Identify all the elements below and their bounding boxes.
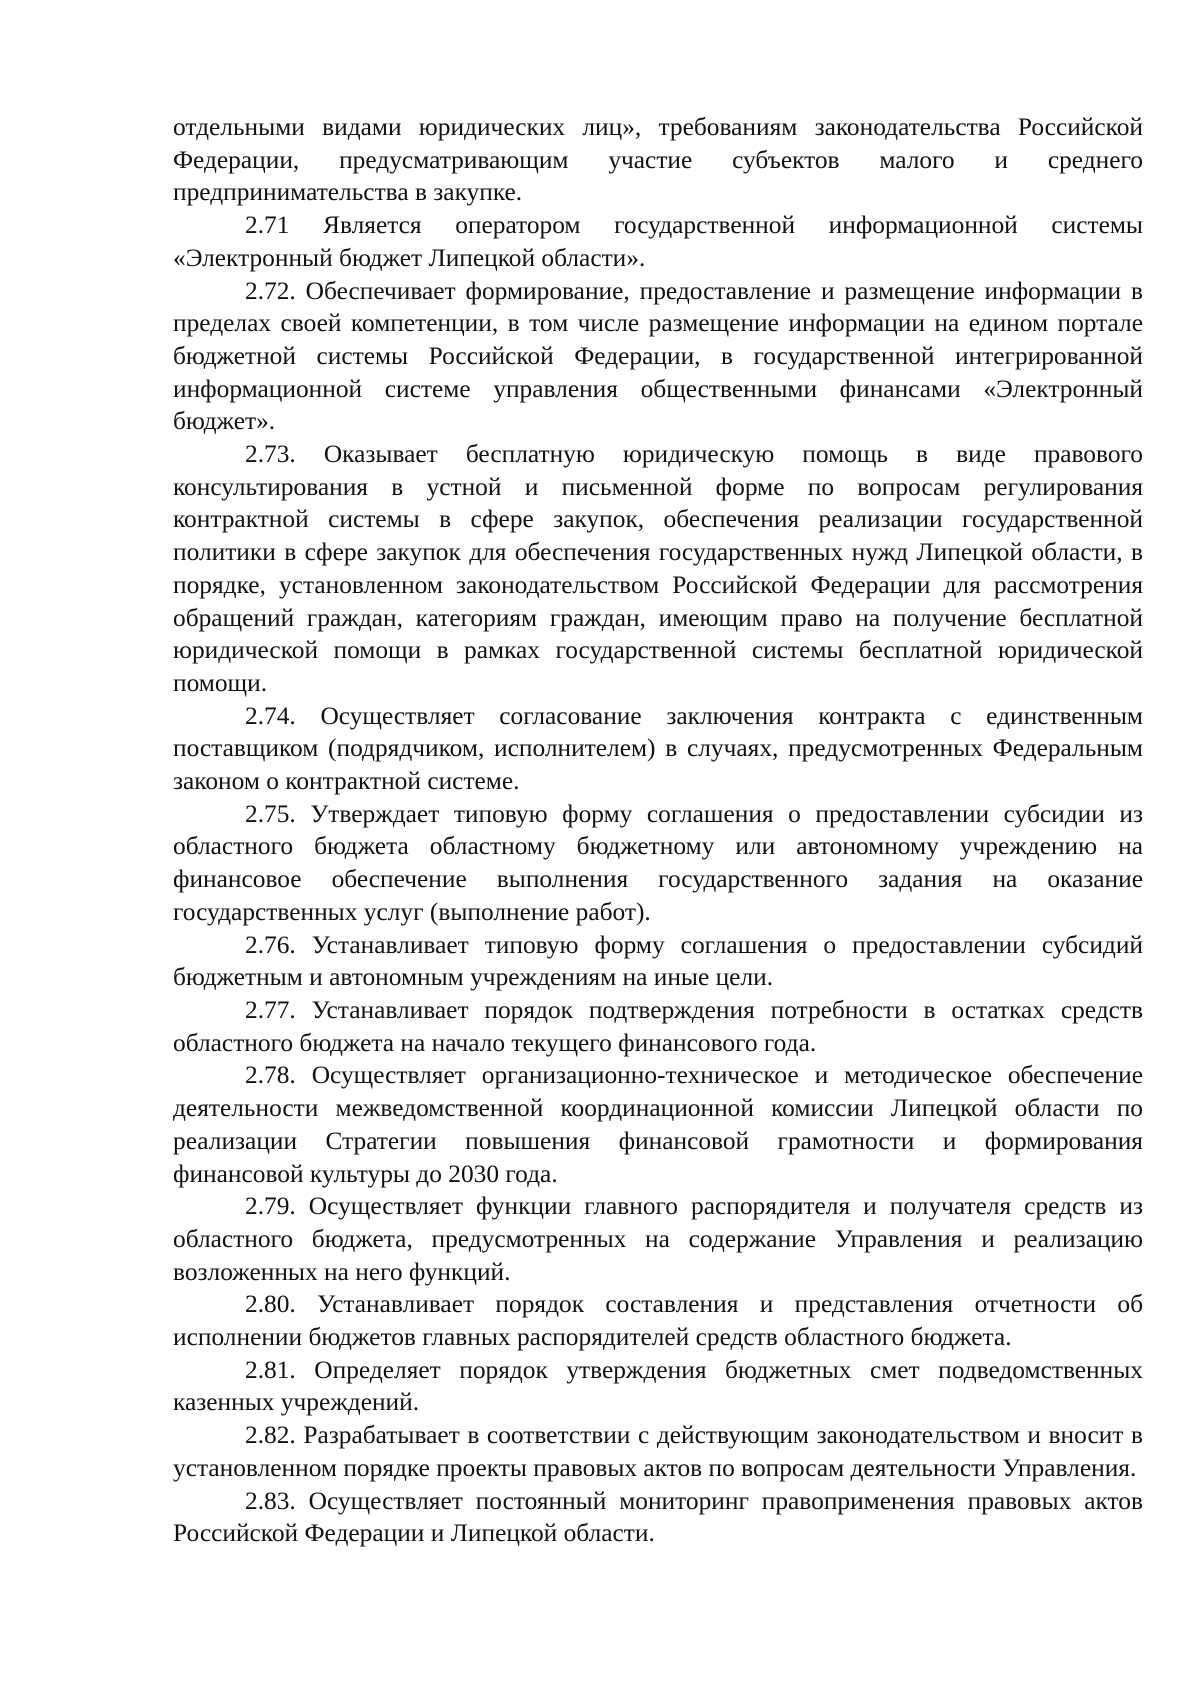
paragraph-2-78: 2.78. Осуществляет организационно-техническое и методическое обеспечение деятельности межведомственной координационной комиссии Липецкой области по реализации Стратегии повышения финансовой грамотности и формирования финансовой культуры до 2030 года.: [173, 1061, 1143, 1188]
document-body: [173, 111, 1143, 1550]
paragraph-2-74: 2.74. Осуществляет согласование заключения контракта с единственным поставщиком (подрядчиком, исполнителем) в случаях, предусмотренных Федеральным законом о контрактной системе.: [173, 701, 1143, 796]
paragraph-2-83: 2.83. Осуществляет постоянный мониторинг правоприменения правовых актов Российской Федерации и Липецкой области.: [173, 1486, 1143, 1548]
paragraph-2-79: 2.79. Осуществляет функции главного распорядителя и получателя средств из областного бюджета, предусмотренных на содержание Управления и реализацию возложенных на него функций.: [173, 1192, 1143, 1286]
paragraph-2-82: 2.82. Разрабатывает в соответствии с действующим законодательством и вносит в установленном порядке проекты правовых актов по вопросам деятельности Управления.: [173, 1421, 1143, 1482]
paragraph-continuation: отдельными видами юридических лиц», требованиям законодательства Российской Федерации, предусматривающим участие субъектов малого и среднего предпринимательства в закупке.: [173, 113, 1143, 207]
paragraph-2-75: 2.75. Утверждает типовую форму соглашения о предоставлении субсидии из областного бюджета областному бюджетному или автономному учреждению на финансовое обеспечение выполнения государственного задания на оказание государственных услуг (выполнение работ).: [173, 799, 1143, 926]
paragraph-2-71: 2.71 Является оператором государственной информационной системы «Электронный бюджет Липецкой области».: [173, 211, 1143, 272]
paragraph-2-81: 2.81. Определяет порядок утверждения бюджетных смет подведомственных казенных учреждений.: [173, 1355, 1143, 1417]
paragraph-2-80: 2.80. Устанавливает порядок составления и представления отчетности об исполнении бюджетов главных распорядителей средств областного бюджета.: [173, 1290, 1143, 1352]
paragraph-2-73: 2.73. Оказывает бесплатную юридическую помощь в виде правового консультирования в устной и письменной форме по вопросам регулирования контрактной системы в сфере закупок, обеспечения реализации государственной политики в сфере закупок для обеспечения государственных нужд Липецкой области, в порядке, установленном законодательством Российской Федерации для рассмотрения обращений граждан, категориям граждан, имеющим право на получение бесплатной юридической помощи в рамках государственной системы бесплатной юридической помощи.: [173, 440, 1143, 697]
paragraph-2-77: 2.77. Устанавливает порядок подтверждения потребности в остатках средств областного бюджета на начало текущего финансового года.: [173, 995, 1143, 1057]
paragraph-2-72: 2.72. Обеспечивает формирование, предоставление и размещение информации в пределах своей компетенции, в том числе размещение информации на едином портале бюджетной системы Российской Федерации, в государственной интегрированной информационной системе управления общественными финансами «Электронный бюджет».: [173, 276, 1143, 436]
paragraph-2-76: 2.76. Устанавливает типовую форму соглашения о предоставлении субсидий бюджетным и автономным учреждениям на иные цели.: [173, 930, 1143, 992]
